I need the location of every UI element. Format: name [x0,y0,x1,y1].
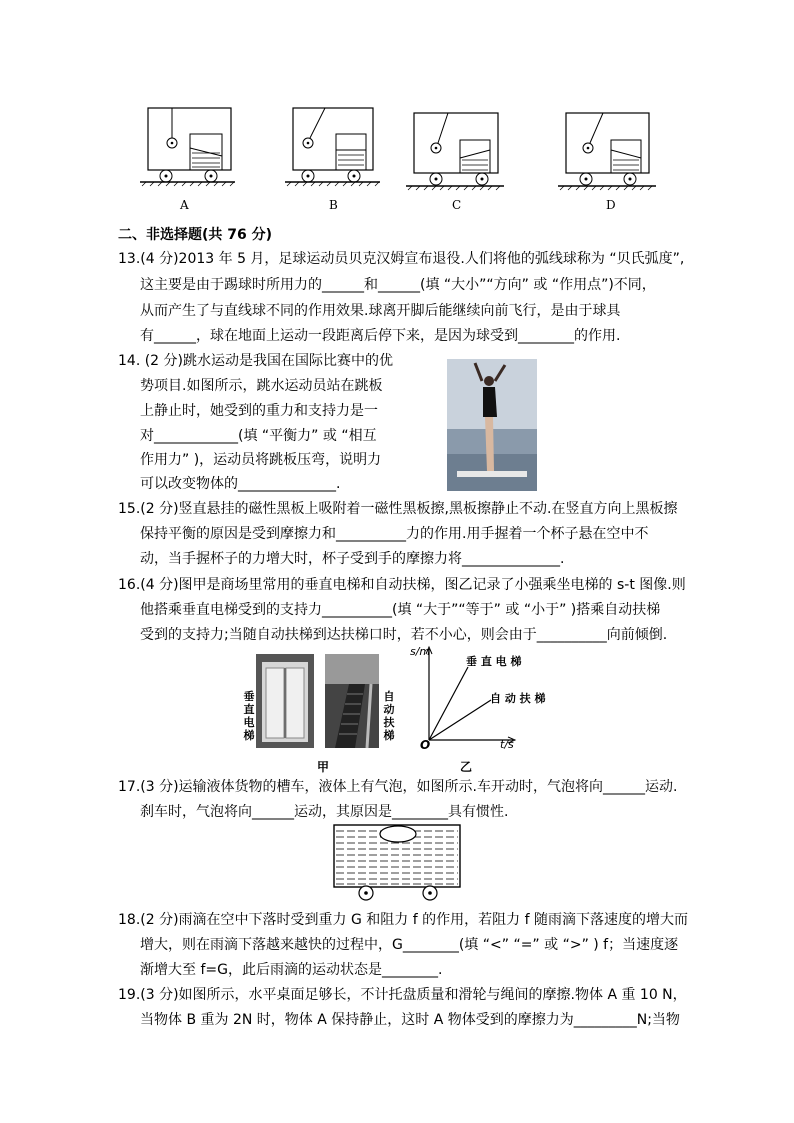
q18-line-1: 18.(2 分)雨滴在空中下落时受到重力 G 和阻力 f 的作用，若阻力 f 随雨滴下落速度的增大而 [118,912,688,928]
q13-line-4: 有______，球在地面上运动一段距离后停下来，是因为球受到________的作用. [140,328,621,344]
graph-origin: O [420,738,431,752]
q17-line-1: 17.(3 分)运输液体货物的槽车，液体上有气泡，如图所示.车开动时，气泡将向______运动. [118,779,678,795]
q14-line-4: 对____________(填 “平衡力” 或 “相互 [140,428,377,444]
q19-line-1: 19.(3 分)如图所示，水平桌面足够长，不计托盘质量和滑轮与绳间的摩擦.物体 A 重 10 N， [118,987,687,1003]
escalator-label: 自动扶梯 [383,690,395,742]
cart-b [285,108,380,186]
fig-yi-label: 乙 [460,760,473,774]
q18-line-2: 增大，则在雨滴下落越来越快的过程中，G________(填 “<” “=” 或 “>” ) f；当速度逐 [140,937,679,953]
q16-line-2: 他搭乘垂直电梯受到的支持力__________(填 “大于”“等于” 或 “小于” )搭乘自动扶梯 [140,602,661,618]
section-title: 二、非选择题(共 76 分) [118,227,273,243]
q14-line-1: 14. (2 分)跳水运动是我国在国际比赛中的优 [118,353,393,369]
escalator-photo [325,654,379,748]
q13-line-2: 这主要是由于踢球时所用力的______和______(填 “大小”“方向” 或 “作用点”)不同， [140,277,656,293]
cart-figures [0,0,794,200]
cart-c [406,113,504,190]
graph-line2-label: 自 动 扶 梯 [490,692,546,705]
fig-jia-label: 甲 [317,760,330,774]
cart-d [558,113,656,190]
diver-photo [447,359,537,491]
graph-y-axis: s/m [410,645,431,658]
q14-line-6: 可以改变物体的______________. [140,476,341,492]
label-c: C [452,198,462,212]
elevator-label: 垂直电梯 [243,690,255,742]
label-b: B [329,198,338,212]
q14-line-2: 势项目.如图所示，跳水运动员站在跳板 [140,378,383,394]
q15-line-3: 动，当手握杯子的力增大时，杯子受到手的摩擦力将______________. [140,551,565,567]
cart-a [140,108,235,186]
q15-line-2: 保持平衡的原因是受到摩擦力和__________力的作用.用手握着一个杯子悬在空中不 [140,526,649,542]
q19-line-2: 当物体 B 重为 2N 时，物体 A 保持静止，这时 A 物体受到的摩擦力为_________N;当物 [140,1012,680,1028]
elevator-photo [256,654,314,748]
q17-line-2: 刹车时，气泡将向______运动，其原因是________具有惯性. [140,804,509,820]
label-d: D [606,198,616,212]
q14-line-3: 上静止时，她受到的重力和支持力是一 [140,403,378,419]
label-a: A [180,198,189,212]
q16-line-1: 16.(4 分)图甲是商场里常用的垂直电梯和自动扶梯，图乙记录了小强乘坐电梯的 s-t 图像.则 [118,577,686,593]
q13-line-3: 从而产生了与直线球不同的作用效果.球离开脚后能继续向前飞行，是由于球具 [140,303,621,319]
graph-x-axis: t/s [500,738,514,751]
q16-line-3: 受到的支持力;当随自动扶梯到达扶梯口时，若不小心，则会由于__________向前倾倒. [140,627,668,643]
q14-line-5: 作用力” )，运动员将跳板压弯，说明力 [140,452,382,468]
q15-line-1: 15.(2 分)竖直悬挂的磁性黑板上吸附着一磁性黑板擦,黑板擦静止不动.在竖直方向上黑板擦 [118,501,678,517]
graph-line1-label: 垂 直 电 梯 [466,655,522,668]
q13-line-1: 13.(4 分)2013 年 5 月，足球运动员贝克汉姆宣布退役.人们将他的弧线球称为 “贝氏弧度”, [118,251,685,267]
q18-line-3: 渐增大至 f=G，此后雨滴的运动状态是________. [140,962,443,978]
tank-figure [330,823,470,903]
